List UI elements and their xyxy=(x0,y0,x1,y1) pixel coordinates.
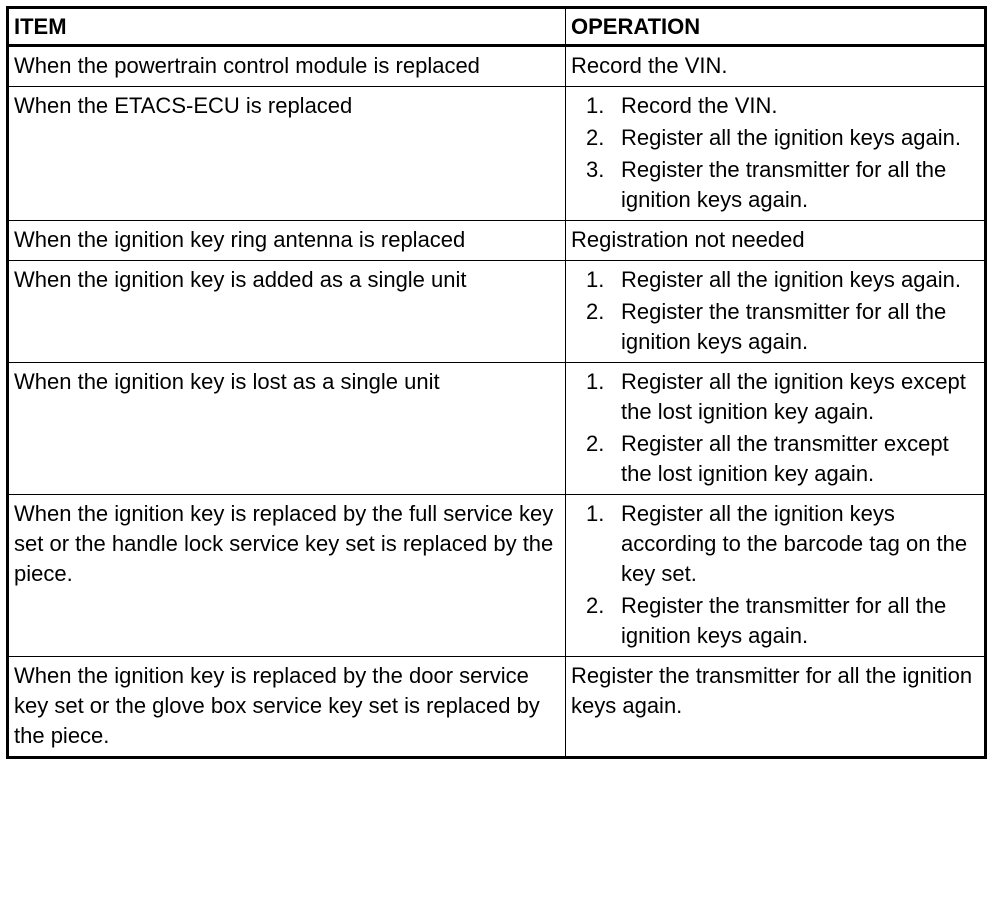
table-row xyxy=(8,495,986,657)
table-row xyxy=(8,657,986,758)
step-item xyxy=(571,591,980,651)
step-number: 3. xyxy=(586,157,605,182)
step-item xyxy=(571,297,980,357)
step-item xyxy=(571,155,980,215)
item-cell: When the ETACS-ECU is replaced xyxy=(8,87,566,221)
operation-steps xyxy=(571,265,980,357)
step-text: Register the transmitter for all the ignition keys again. xyxy=(621,157,947,212)
table-header xyxy=(8,8,986,46)
item-cell: When the ignition key is added as a single unit xyxy=(8,261,566,363)
operation-steps xyxy=(571,499,980,651)
step-number: 2. xyxy=(586,299,605,324)
step-text: Register the transmitter for all the ignition keys again. xyxy=(621,299,947,354)
step-text: Register all the transmitter except the lost ignition key again. xyxy=(621,431,949,486)
step-number: 1. xyxy=(586,93,605,118)
operation-cell: Registration not needed xyxy=(566,221,986,261)
header-operation: OPERATION xyxy=(566,8,986,46)
step-text: Register all the ignition keys except the lost ignition key again. xyxy=(621,369,966,424)
step-item xyxy=(571,499,980,589)
step-item xyxy=(571,91,980,121)
table-row xyxy=(8,221,986,261)
step-number: 2. xyxy=(586,125,605,150)
step-number: 2. xyxy=(586,593,605,618)
table-row xyxy=(8,46,986,87)
item-cell: When the ignition key is replaced by the full service key set or the handle lock service key set is replaced by the piece. xyxy=(8,495,566,657)
step-number: 2. xyxy=(586,431,605,456)
item-cell: When the ignition key ring antenna is replaced xyxy=(8,221,566,261)
item-cell: When the ignition key is lost as a single unit xyxy=(8,363,566,495)
operation-cell xyxy=(566,87,986,221)
step-item xyxy=(571,123,980,153)
operation-cell xyxy=(566,363,986,495)
step-number: 1. xyxy=(586,369,605,394)
operation-cell: Register the transmitter for all the ignition keys again. xyxy=(566,657,986,758)
step-number: 1. xyxy=(586,501,605,526)
step-text: Register all the ignition keys again. xyxy=(621,267,961,292)
step-item xyxy=(571,265,980,295)
operation-cell xyxy=(566,495,986,657)
step-item xyxy=(571,429,980,489)
operation-steps xyxy=(571,91,980,215)
header-item: ITEM xyxy=(8,8,566,46)
table-row xyxy=(8,363,986,495)
step-text: Register all the ignition keys according to the barcode tag on the key set. xyxy=(621,501,968,586)
step-number: 1. xyxy=(586,267,605,292)
operation-cell: Record the VIN. xyxy=(566,46,986,87)
item-cell: When the powertrain control module is replaced xyxy=(8,46,566,87)
operation-cell xyxy=(566,261,986,363)
step-text: Register the transmitter for all the ignition keys again. xyxy=(621,593,947,648)
table-row xyxy=(8,261,986,363)
operation-steps xyxy=(571,367,980,489)
table-body xyxy=(8,46,986,758)
table-row xyxy=(8,87,986,221)
header-row xyxy=(8,8,986,46)
step-text: Register all the ignition keys again. xyxy=(621,125,961,150)
step-item xyxy=(571,367,980,427)
item-cell: When the ignition key is replaced by the door service key set or the glove box service key set is replaced by the piece. xyxy=(8,657,566,758)
step-text: Record the VIN. xyxy=(621,93,778,118)
key-registration-table xyxy=(6,6,987,759)
